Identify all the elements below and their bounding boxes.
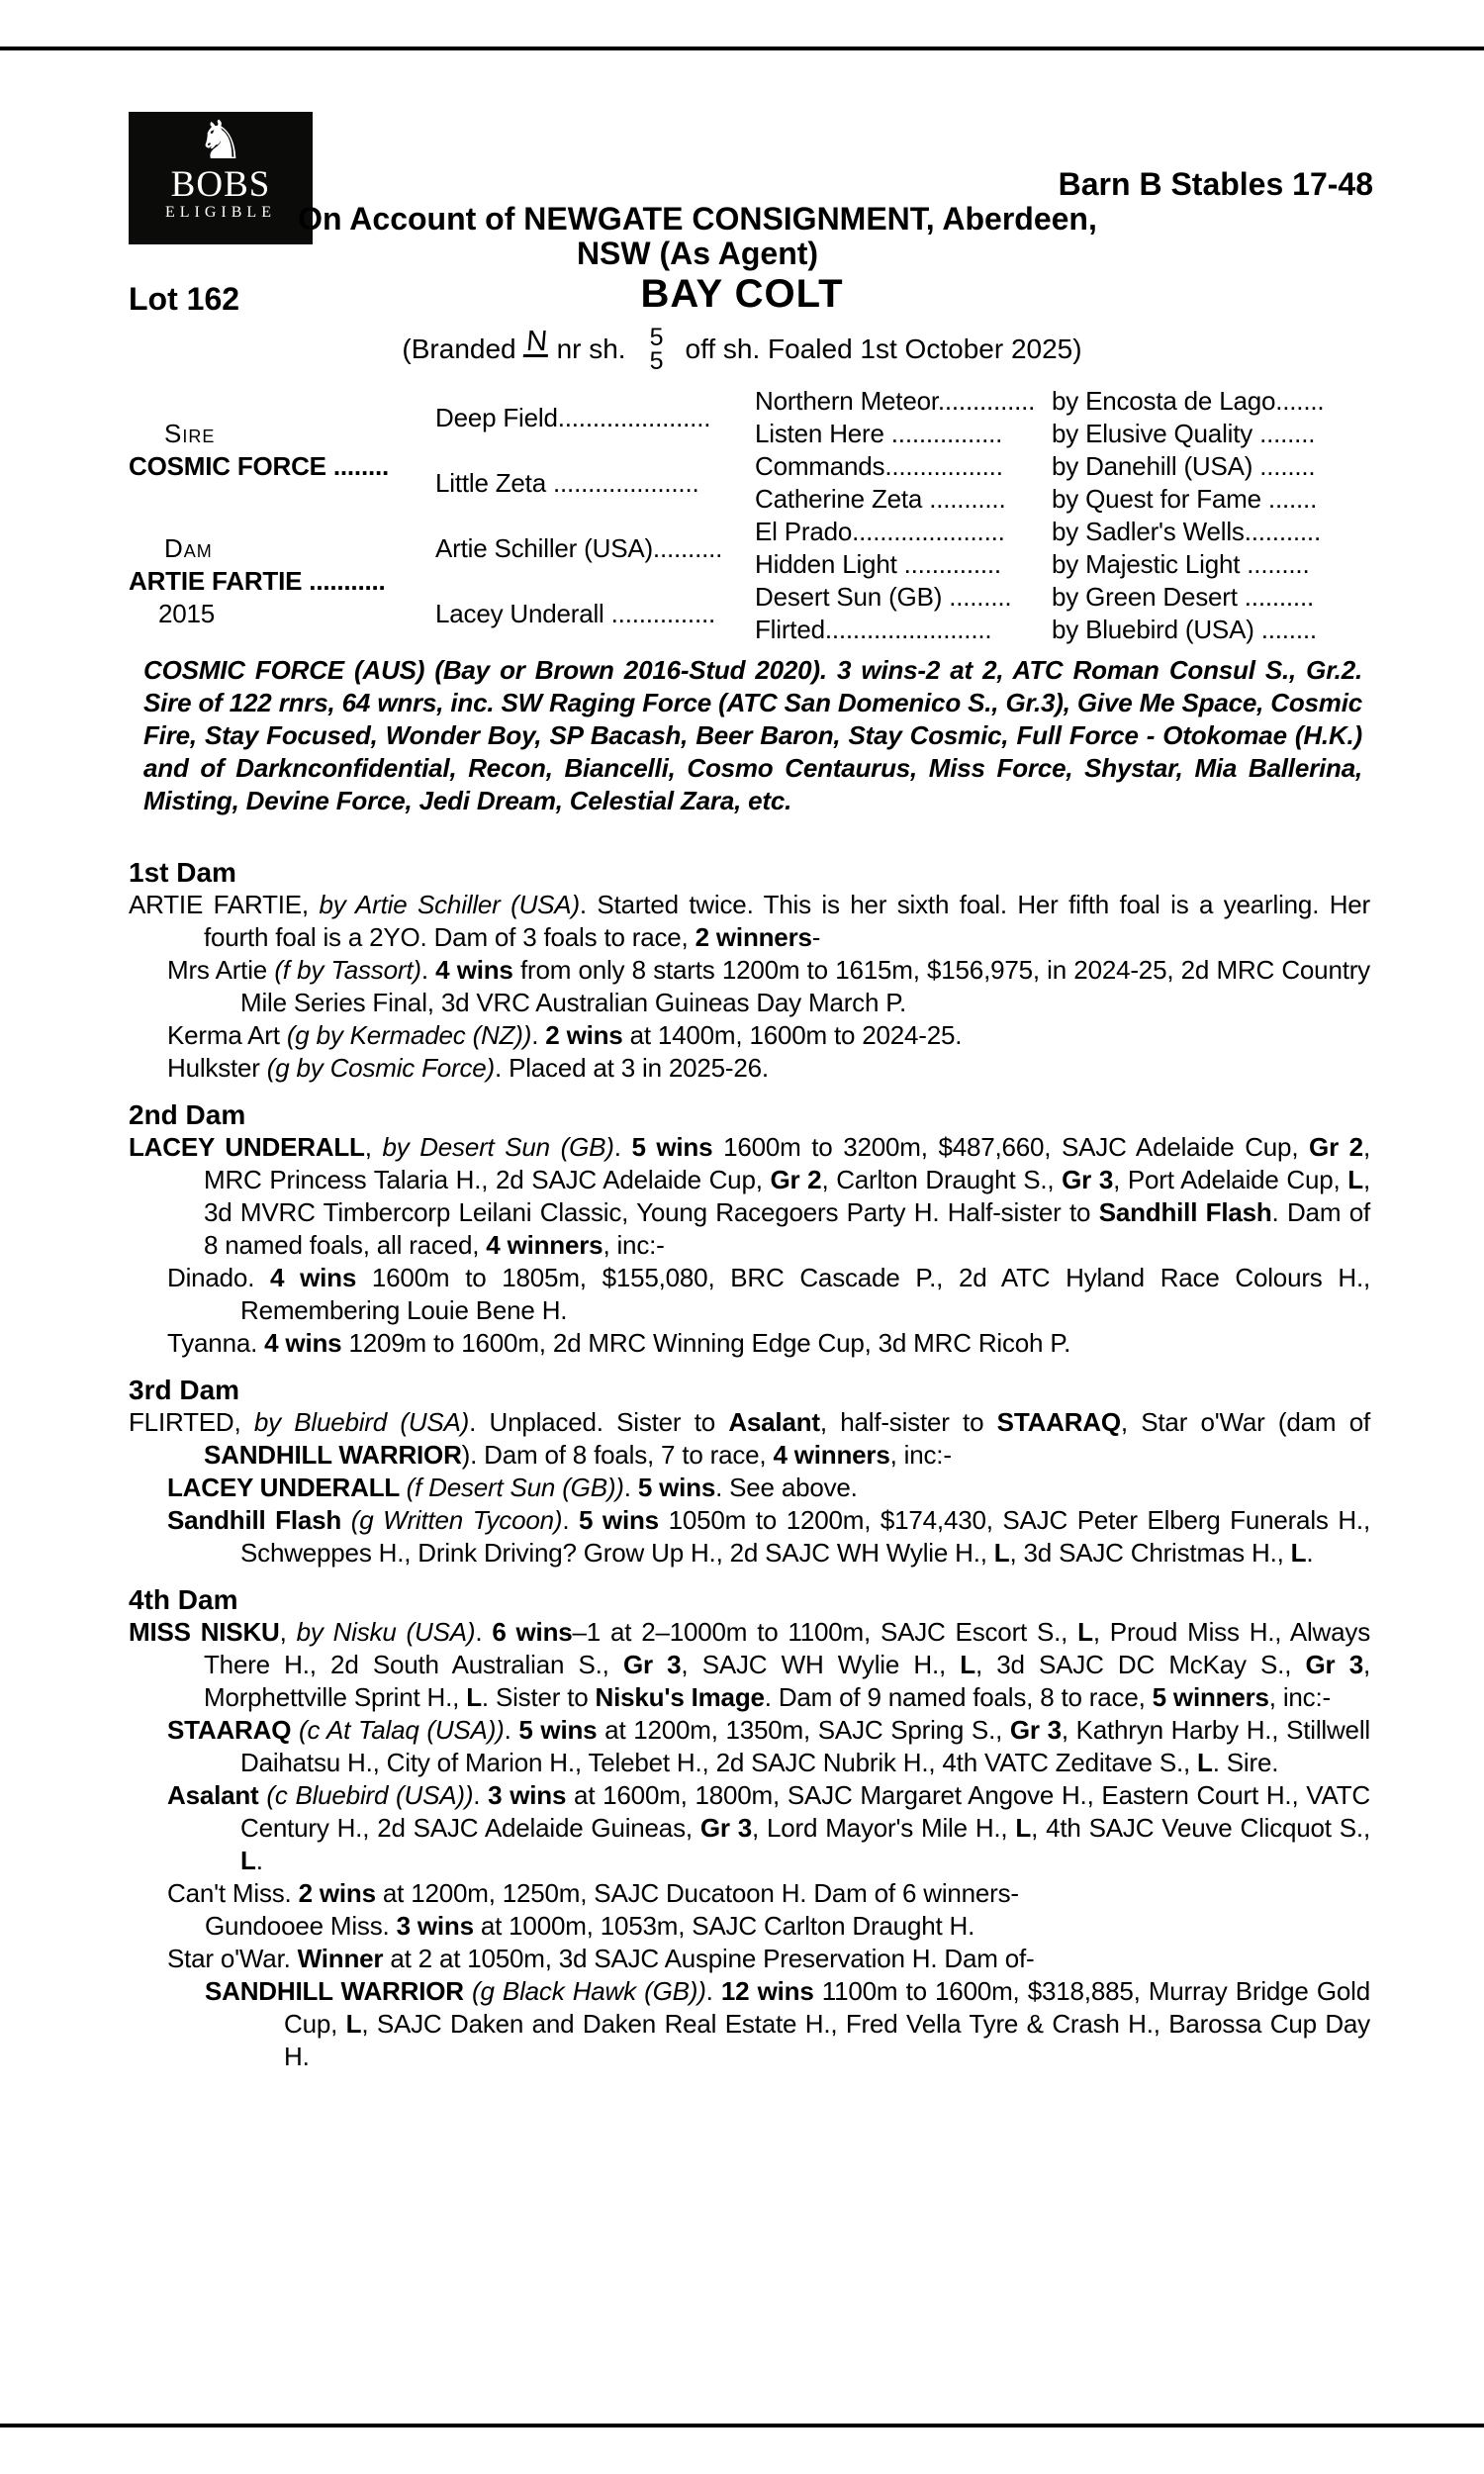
- lot-number: Lot 162: [129, 281, 240, 317]
- horse-head-icon: ♞: [196, 112, 245, 171]
- gen2-dam-dam: Lacey Underall ...............: [435, 598, 716, 628]
- pedigree-table: [129, 385, 1370, 646]
- pedigree-text-paragraph: Tyanna. 4 wins 1209m to 1600m, 2d MRC Winning Edge Cup, 3d MRC Ricoh P.: [167, 1328, 1071, 1358]
- consignor-line-2: NSW (As Agent): [576, 236, 819, 271]
- gen3-name: Catherine Zeta ...........: [755, 484, 1006, 514]
- sire-summary: COSMIC FORCE (AUS) (Bay or Brown 2016-Stud 2020). 3 wins-2 at 2, ATC Roman Consul S., Gr.2. Sire of 122 rnrs, 64 wnrs, inc. SW Raging Force (ATC San Domenico S., Gr.3), Give Me Space, Cosmic Fire, Stay Focused, Wonder Boy, SP Bacash, Beer Baron, Stay Cosmic, Full Force - Otokomae (H.K.) and of Darknconfidential, Recon, Biancelli, Cosmo Centaurus, Miss Force, Shystar, Mia Ballerina, Misting, Devine Force, Jedi Dream, Celestial Zara, etc.: [143, 655, 1362, 815]
- gen3-name: Flirted........................: [755, 615, 992, 644]
- gen3-by: by Elusive Quality ........: [1052, 419, 1316, 448]
- sire-label: Sire: [164, 419, 216, 448]
- gen3-name: Northern Meteor..............: [755, 386, 1036, 416]
- dam-section-heading: 2nd Dam: [129, 1099, 246, 1130]
- gen3-by: by Quest for Fame .......: [1052, 484, 1318, 514]
- dam-section-heading: 3rd Dam: [129, 1375, 240, 1405]
- pedigree-text-paragraph: FLIRTED, by Bluebird (USA). Unplaced. Sister to Asalant, half-sister to STAARAQ, Star o'War (dam of SANDHILL WARRIOR). Dam of 8 foals, 7 to race, 4 winners, inc:-: [129, 1407, 1370, 1470]
- brand-number-stack: [650, 326, 664, 373]
- dam-cell: [129, 516, 435, 646]
- pedigree-text-paragraph: Dinado. 4 wins 1600m to 1805m, $155,080, BRC Cascade P., 2d ATC Hyland Race Colours H., Remembering Louie Bene H.: [167, 1263, 1371, 1325]
- logo-subtitle: ELIGIBLE: [165, 204, 276, 221]
- gen3-name: Hidden Light ..............: [755, 549, 1001, 579]
- dam-section-heading: 1st Dam: [129, 857, 236, 888]
- sire-name: COSMIC FORCE ........: [129, 451, 390, 481]
- pedigree-text-paragraph: Hulkster (g by Cosmic Force). Placed at 3 in 2025-26.: [167, 1053, 769, 1083]
- pedigree-text-paragraph: MISS NISKU, by Nisku (USA). 6 wins–1 at 2–1000m to 1100m, SAJC Escort S., L, Proud Miss H., Always There H., 2d South Australian S., Gr 3, SAJC WH Wylie H., L, 3d SAJC DC McKay S., Gr 3, Morphettville Sprint H., L. Sister to Nisku's Image. Dam of 9 named foals, 8 to race, 5 winners, inc:-: [129, 1617, 1370, 1712]
- pedigree-text-paragraph: SANDHILL WARRIOR (g Black Hawk (GB)). 12 wins 1100m to 1600m, $318,885, Murray Bridge Gold Cup, L, SAJC Daken and Daken Real Estate H., Fred Vella Tyre & Crash H., Barossa Cup Day H.: [205, 1976, 1370, 2071]
- pedigree-text-paragraph: Star o'War. Winner at 2 at 1050m, 3d SAJC Auspine Preservation H. Dam of-: [167, 1944, 1035, 1973]
- dam-sections: [129, 856, 1370, 2087]
- gen2-sire-sire: Deep Field......................: [435, 402, 711, 432]
- pedigree-text-paragraph: Mrs Artie (f by Tassort). 4 wins from only 8 starts 1200m to 1615m, $156,975, in 2024-25, 2d MRC Country Mile Series Final, 3d VRC Australian Guineas Day March P.: [167, 955, 1370, 1017]
- gen3-name: Listen Here ................: [755, 419, 1003, 448]
- gen2-sire-dam: Little Zeta .....................: [435, 467, 699, 498]
- consignor-line-1: On Account of NEWGATE CONSIGNMENT, Aberdeen,: [298, 201, 1097, 237]
- top-rule: [0, 47, 1484, 50]
- brand-mark-icon: N: [524, 325, 549, 357]
- pedigree-text-paragraph: STAARAQ (c At Talaq (USA)). 5 wins at 1200m, 1350m, SAJC Spring S., Gr 3, Kathryn Harby H., Stillwell Daihatsu H., City of Marion H., Telebet H., 2d SAJC Nubrik H., 4th VATC Zeditave S., L. Sire.: [167, 1715, 1370, 1777]
- dam-year: 2015: [158, 598, 216, 628]
- gen3-name: Commands.................: [755, 451, 1003, 481]
- pedigree-text-paragraph: Asalant (c Bluebird (USA)). 3 wins at 1600m, 1800m, SAJC Margaret Angove H., Eastern Court H., VATC Century H., 2d SAJC Adelaide Guineas, Gr 3, Lord Mayor's Mile H., L, 4th SAJC Veuve Clicquot S., L.: [167, 1780, 1370, 1875]
- branded-suffix: off sh. Foaled 1st October 2025): [685, 333, 1082, 364]
- gen3-by: by Majestic Light .........: [1052, 549, 1310, 579]
- pedigree-text-paragraph: Sandhill Flash (g Written Tycoon). 5 wins 1050m to 1200m, $174,430, SAJC Peter Elberg Funerals H., Schweppes H., Drink Driving? Grow Up H., 2d SAJC WH Wylie H., L, 3d SAJC Christmas H., L.: [167, 1505, 1370, 1568]
- gen3-by: by Encosta de Lago.......: [1052, 386, 1325, 416]
- barn-stables-label: Barn B Stables 17-48: [1058, 166, 1373, 202]
- pedigree-text-paragraph: LACEY UNDERALL, by Desert Sun (GB). 5 wins 1600m to 3200m, $487,660, SAJC Adelaide Cup, Gr 2, MRC Princess Talaria H., 2d SAJC Adelaide Cup, Gr 2, Carlton Draught S., Gr 3, Port Adelaide Cup, L, 3d MVRC Timbercorp Leilani Classic, Young Racegoers Party H. Half-sister to Sandhill Flash. Dam of 8 named foals, all raced, 4 winners, inc:-: [129, 1132, 1370, 1260]
- consignor-block: [0, 202, 1395, 271]
- page-title: BAY COLT: [640, 272, 844, 316]
- gen3-name: Desert Sun (GB) .........: [755, 582, 1012, 612]
- branded-line: [0, 319, 1484, 380]
- pedigree-text-paragraph: LACEY UNDERALL (f Desert Sun (GB)). 5 wins. See above.: [167, 1473, 858, 1502]
- pedigree-text-paragraph: Gundooee Miss. 3 wins at 1000m, 1053m, SAJC Carlton Draught H.: [205, 1911, 975, 1941]
- pedigree-text-paragraph: Kerma Art (g by Kermadec (NZ)). 2 wins at 1400m, 1600m to 2024-25.: [167, 1020, 963, 1050]
- dam-section-heading: 4th Dam: [129, 1584, 238, 1615]
- gen3-by: by Bluebird (USA) ........: [1052, 615, 1317, 644]
- dam-label: Dam: [164, 532, 213, 563]
- branded-prefix: (Branded: [402, 333, 516, 364]
- dam-name: ARTIE FARTIE ...........: [129, 565, 386, 596]
- sire-cell: [129, 385, 435, 516]
- pedigree-text-paragraph: Can't Miss. 2 wins at 1200m, 1250m, SAJC Ducatoon H. Dam of 6 winners-: [167, 1878, 1019, 1908]
- gen2-dam-sire: Artie Schiller (USA)..........: [435, 532, 723, 563]
- brand-number-top: 5: [649, 324, 664, 351]
- bottom-rule: [0, 2424, 1484, 2427]
- gen3-by: by Sadler's Wells...........: [1052, 517, 1321, 546]
- gen3-by: by Green Desert ..........: [1052, 582, 1315, 612]
- branded-near-shoulder: nr sh.: [556, 333, 626, 364]
- pedigree-text-paragraph: ARTIE FARTIE, by Artie Schiller (USA). Started twice. This is her sixth foal. Her fifth foal is a yearling. Her fourth foal is a 2YO. Dam of 3 foals to race, 2 winners-: [129, 890, 1370, 952]
- logo-title: BOBS: [170, 164, 271, 205]
- brand-number-bottom: 5: [649, 347, 664, 375]
- gen3-by: by Danehill (USA) ........: [1052, 451, 1316, 481]
- gen3-name: El Prado......................: [755, 517, 1005, 546]
